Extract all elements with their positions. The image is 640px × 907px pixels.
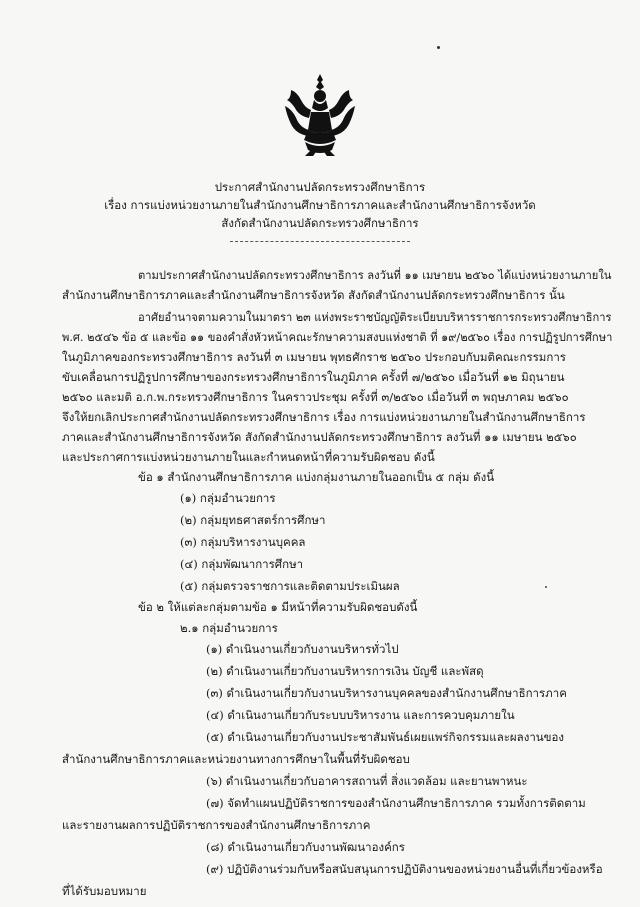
duty-item: (๘) ดำเนินงานเกี่ยวกับงานพัฒนาองค์กร: [206, 840, 405, 854]
group-item: (๑) กลุ่มอำนวยการ: [180, 491, 276, 505]
clause-2: ข้อ ๒ ให้แต่ละกลุ่มตามข้อ ๑ มีหน้าที่ความรับผิดชอบดังนี้: [138, 600, 418, 614]
subject-line-1: เรื่อง การแบ่งหน่วยงานภายในสำนักงานศึกษาธิการภาคและสำนักงานศึกษาธิการจังหวัด: [104, 198, 536, 212]
duty-item: (๖) ดำเนินงานเกี่ยวกับอาคารสถานที่ สิ่งแวดล้อม และยานพาหนะ: [206, 774, 528, 788]
paragraph-2-line: ภาคและสำนักงานศึกษาธิการจังหวัด สังกัดสำนักงานปลัดกระทรวงศึกษาธิการ ลงวันที่ ๑๑ เมษายน ๒๕๖๐: [62, 430, 577, 444]
duty-item-continuation: สำนักงานศึกษาธิการภาคและหน่วยงานทางการศึกษาในพื้นที่รับผิดชอบ: [62, 752, 410, 766]
duty-item: (๕) ดำเนินงานเกี่ยวกับงานประชาสัมพันธ์เผยแพร่กิจกรรมและผลงานของ: [206, 730, 565, 744]
duty-item: (๓) ดำเนินงานเกี่ยวกับงานบริหารงานบุคคลของสำนักงานศึกษาธิการภาค: [206, 686, 567, 700]
paragraph-2-line: ในภูมิภาคของกระทรวงศึกษาธิการ ลงวันที่ ๓ เมษายน พุทธศักราช ๒๕๖๐ ประกอบกับมติคณะกรรมการ: [62, 350, 566, 364]
subject-line-2: สังกัดสำนักงานปลัดกระทรวงศึกษาธิการ: [221, 216, 419, 230]
paragraph-2-line: ๒๕๖๐ และมติ อ.ก.พ.กระทรวงศึกษาธิการ ในคราวประชุม ครั้งที่ ๓/๒๕๖๐ เมื่อวันที่ ๓ พฤษภาคม ๒๕๖๐: [62, 390, 569, 404]
duty-item: (๒) ดำเนินงานเกี่ยวกับงานบริหารการเงิน บัญชี และพัสดุ: [206, 664, 484, 678]
garuda-emblem-icon: [283, 72, 357, 158]
speck: [545, 586, 547, 588]
paragraph-2-line: พ.ศ. ๒๕๔๖ ข้อ ๕ และข้อ ๑๑ ของคำสั่งหัวหน้าคณะรักษาความสงบแห่งชาติ ที่ ๑๙/๒๕๖๐ เรื่อง การปฏิรูปการศึกษา: [62, 330, 613, 344]
group-item: (๕) กลุ่มตรวจราชการและติดตามประเมินผล: [180, 579, 400, 593]
duty-item: (๙) ปฏิบัติงานร่วมกับหรือสนับสนุนการปฏิบัติงานของหน่วยงานอื่นที่เกี่ยวข้องหรือ: [206, 862, 603, 876]
paragraph-2-line: และประกาศการแบ่งหน่วยงานภายในและกำหนดหน้าที่ความรับผิดชอบ ดังนี้: [62, 450, 435, 464]
duty-item-continuation: ที่ได้รับมอบหมาย: [62, 884, 147, 898]
duty-item: (๗) จัดทำแผนปฏิบัติราชการของสำนักงานศึกษาธิการภาค รวมทั้งการติดตาม: [206, 796, 586, 810]
group-item: (๓) กลุ่มบริหารงานบุคคล: [180, 535, 306, 549]
paragraph-2-line: ขับเคลื่อนการปฏิรูปการศึกษาของกระทรวงศึกษาธิการในภูมิภาค ครั้งที่ ๗/๒๕๖๐ เมื่อวันที่ ๑๒ มิถุนายน: [62, 370, 565, 384]
subclause-2-1: ๒.๑ กลุ่มอำนวยการ: [180, 621, 278, 635]
paragraph-1-line: ตามประกาศสำนักงานปลัดกระทรวงศึกษาธิการ ลงวันที่ ๑๑ เมษายน ๒๕๖๐ ได้แบ่งหน่วยงานภายใน: [138, 268, 612, 282]
speck: [437, 46, 440, 49]
paragraph-2-line: อาศัยอำนาจตามความในมาตรา ๒๓ แห่งพระราชบัญญัติระเบียบบริหารราชการกระทรวงศึกษาธิการ: [138, 310, 612, 324]
clause-1: ข้อ ๑ สำนักงานศึกษาธิการภาค แบ่งกลุ่มงานภายในออกเป็น ๕ กลุ่ม ดังนี้: [138, 470, 495, 484]
group-item: (๒) กลุ่มยุทธศาสตร์การศึกษา: [180, 513, 326, 527]
duty-item: (๔) ดำเนินงานเกี่ยวกับระบบบริหารงาน และการควบคุมภายใน: [206, 708, 515, 722]
paragraph-2-line: จึงให้ยกเลิกประกาศสำนักงานปลัดกระทรวงศึกษาธิการ เรื่อง การแบ่งหน่วยงานภายในสำนักงานศึกษาธิการ: [62, 410, 586, 424]
announcement-title: ประกาศสำนักงานปลัดกระทรวงศึกษาธิการ: [214, 180, 426, 194]
group-item: (๔) กลุ่มพัฒนาการศึกษา: [180, 557, 304, 571]
paragraph-1-line: สำนักงานศึกษาธิการภาคและสำนักงานศึกษาธิการจังหวัด สังกัดสำนักงานปลัดกระทรวงศึกษาธิการ นั้น: [62, 288, 565, 302]
duty-item: (๑) ดำเนินงานเกี่ยวกับงานบริหารทั่วไป: [206, 642, 399, 656]
divider: [230, 241, 410, 242]
duty-item-continuation: และรายงานผลการปฏิบัติราชการของสำนักงานศึกษาธิการภาค: [62, 818, 371, 832]
